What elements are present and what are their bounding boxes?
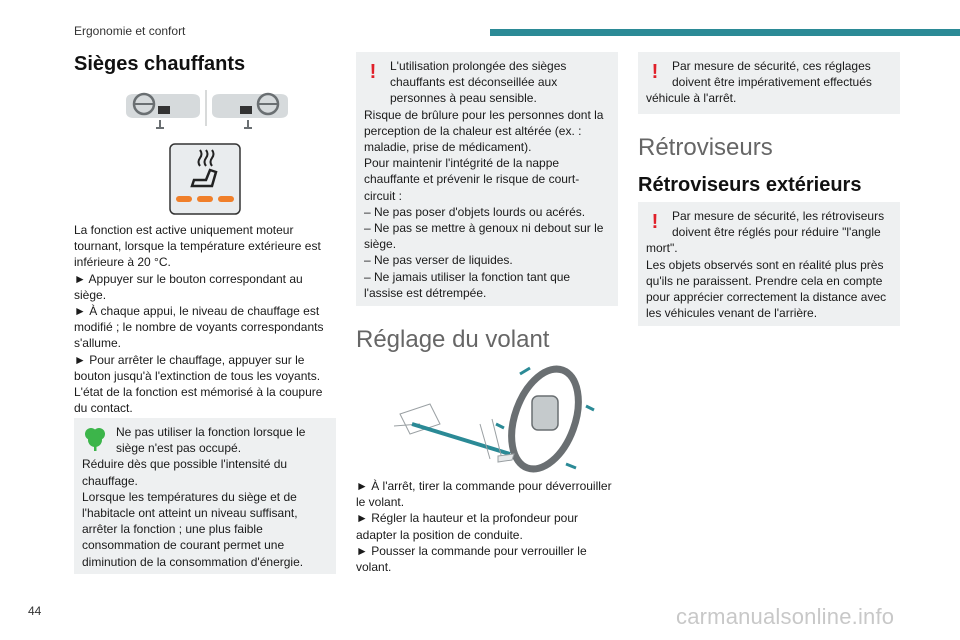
- paragraph: ► À chaque appui, le niveau de chauffage est modifié ; le nombre de voyants correspondants s'allume.: [74, 304, 324, 351]
- page-number: 44: [28, 604, 42, 618]
- section-title-mirrors: Rétroviseurs: [638, 134, 773, 161]
- running-header: Ergonomie et confort: [74, 24, 186, 38]
- section-title-heated-seats: Sièges chauffants: [74, 53, 246, 75]
- warning-intro: L'utilisation prolongée des sièges chauffants est déconseillée aux personnes à peau sensible.: [390, 59, 567, 106]
- warning-line: véhicule à l'arrêt.: [646, 91, 737, 106]
- warning-line: Les objets observés sont en réalité plus près qu'ils ne paraissent. Prendre cela en compte pour apprécier correctement la distance avec les véhicules venant de l'arrière.: [646, 257, 887, 321]
- paragraph: ► Pousser la commande pour verrouiller le volant.: [356, 543, 587, 575]
- steering-warning-box: [638, 52, 900, 114]
- warning-line: Risque de brûlure pour les personnes dont la perception de la chaleur est altérée (ex. : maladie, prise de médicament).: [364, 107, 604, 155]
- heated-seat-illustration: [120, 86, 300, 216]
- subsection-title-exterior-mirrors: Rétroviseurs extérieurs: [638, 174, 862, 196]
- warning-line: Pour maintenir l'intégrité de la nappe chauffante et prévenir le risque de court-circuit :: [364, 156, 580, 203]
- warning-exclamation-icon: !: [651, 211, 659, 233]
- heated-seats-text: [74, 222, 336, 416]
- paragraph: ► Régler la hauteur et la profondeur pour adapter la position de conduite.: [356, 511, 579, 542]
- mirrors-warning-box: [638, 202, 900, 326]
- column-heated-seats: [74, 53, 336, 75]
- header-accent-bar: [490, 29, 960, 36]
- steering-text: [356, 478, 618, 575]
- warning-line: mort".: [646, 241, 678, 256]
- seat-heater-button-icon: [170, 144, 240, 214]
- warning-line: – Ne pas se mettre à genoux ni debout sur le siège.: [364, 221, 604, 252]
- eco-tip-box: [74, 418, 336, 574]
- paragraph: ► Appuyer sur le bouton correspondant au siège.: [74, 271, 303, 302]
- warning-exclamation-icon: !: [369, 61, 377, 83]
- eco-tip-line: Lorsque les températures du siège et de l'habitacle ont atteint un niveau suffisant, arrêter la fonction ; une plus faible consommation de courant permet une diminution de la consommation d'énergie.: [82, 489, 304, 569]
- left-hand-drive-icon: [126, 94, 200, 128]
- warning-exclamation-icon: !: [651, 61, 659, 83]
- right-hand-drive-icon: [212, 94, 288, 128]
- eco-tip-line: Réduire dès que possible l'intensité du chauffage.: [82, 457, 288, 488]
- warning-line: – Ne pas verser de liquides.: [364, 253, 513, 268]
- eco-leaf-icon: [84, 426, 106, 456]
- paragraph: La fonction est active uniquement moteur tournant, lorsque la température extérieure est inférieure à 20 °C.: [74, 223, 321, 270]
- eco-tip-intro: Ne pas utiliser la fonction lorsque le siège n'est pas occupé.: [116, 425, 306, 456]
- paragraph: L'état de la fonction est mémorisé à la coupure du contact.: [74, 385, 323, 416]
- section-title-steering: Réglage du volant: [356, 326, 550, 353]
- warning-intro: Par mesure de sécurité, ces réglages doivent être impérativement effectués: [672, 59, 872, 90]
- paragraph: ► À l'arrêt, tirer la commande pour déverrouiller le volant.: [356, 479, 612, 510]
- warning-line: – Ne pas poser d'objets lourds ou acérés.: [364, 204, 586, 219]
- heated-seats-warning-box: [356, 52, 618, 306]
- warning-intro: Par mesure de sécurité, les rétroviseurs doivent être réglés pour réduire "l'angle: [672, 209, 885, 240]
- warning-line: – Ne jamais utiliser la fonction tant que l'assise est détrempée.: [364, 269, 571, 300]
- watermark-text: carmanualsonline.info: [676, 604, 895, 629]
- paragraph: ► Pour arrêter le chauffage, appuyer sur le bouton jusqu'à l'extinction de tous les voyants.: [74, 352, 321, 383]
- steering-adjust-illustration: [380, 364, 600, 474]
